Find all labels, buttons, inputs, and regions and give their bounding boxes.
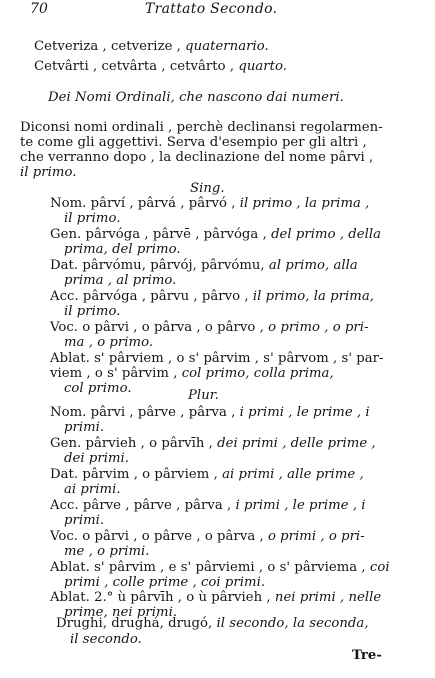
plural-row: [64, 420, 104, 435]
plural-row-translation: prime, nei primi.: [64, 605, 178, 620]
singular-row-forms: Acc. pârvóga , pârvu , pârvo ,: [50, 289, 253, 304]
singular-row-translation: il primo, la prima,: [252, 289, 374, 304]
singular-row-translation: ma , o primo.: [64, 335, 154, 350]
plural-row: [64, 575, 265, 590]
plural-row: [64, 451, 129, 466]
page-number: 70: [30, 1, 48, 17]
singular-row: [50, 258, 358, 273]
plural-row-forms: Ablat. s' pârvim , e s' pârviemi , o s' pârviema ,: [50, 560, 370, 575]
sing-label: Sing.: [190, 181, 225, 196]
para-line-2: te come gli aggettivi. Serva d'esempio per gli altri ,: [20, 135, 367, 150]
plural-row: [50, 590, 381, 605]
plural-row-translation: i primi , le prime , i: [239, 405, 370, 420]
plural-row-forms: Nom. pârvi , pârve , pârva ,: [50, 405, 240, 420]
closing-line-1: [56, 616, 369, 631]
singular-row-forms: Nom. pârví , pârvá , pârvó ,: [50, 196, 240, 211]
intro-line-2-italic: quarto.: [238, 59, 287, 74]
plural-row-translation: ai primi , alle prime ,: [222, 467, 364, 482]
plural-row-translation: dei primi.: [64, 451, 130, 466]
singular-row-translation: prima , al primo.: [64, 273, 177, 288]
singular-row: [50, 320, 369, 335]
singular-row: [64, 211, 120, 226]
plural-row-translation: ai primi.: [64, 482, 121, 497]
plural-row-translation: me , o primi.: [64, 544, 150, 559]
plural-row-forms: Gen. pârvieh , o pârvīh ,: [50, 436, 218, 451]
catchword: Tre-: [352, 648, 382, 663]
singular-row-forms: Dat. pârvómu, pârvój, pârvómu,: [50, 258, 269, 273]
singular-row: [64, 273, 176, 288]
intro-line-1-plain: Cetveriza , cetverize ,: [34, 39, 186, 54]
singular-row-forms: viem , o s' pârvim ,: [50, 366, 182, 381]
plural-row-translation: nei primi , nelle: [274, 590, 382, 605]
plur-label: Plur.: [188, 388, 219, 403]
plural-row-translation: i primi , le prime , i: [235, 498, 366, 513]
closing-line-2: [70, 632, 142, 647]
singular-row: [50, 289, 374, 304]
singular-row-forms: Voc. o pârvi , o pârva , o pârvo ,: [50, 320, 269, 335]
singular-row-translation: col primo.: [64, 381, 132, 396]
plural-row: [50, 436, 376, 451]
plural-row: [50, 405, 370, 420]
singular-row-forms: Gen. pârvóga , pârvē , pârvóga ,: [50, 227, 272, 242]
plural-row: [64, 513, 104, 528]
singular-row: [64, 335, 153, 350]
plural-row-translation: coi: [369, 560, 390, 575]
intro-line-1: [34, 39, 269, 54]
intro-line-2-plain: Cetvârti , cetvârta , cetvârto ,: [34, 59, 239, 74]
para-line-3: che verranno dopo , la declinazione del nome pârvi ,: [20, 150, 374, 165]
closing-line-2-italic: il secondo.: [70, 632, 142, 647]
plural-row-forms: Voc. o pârvi , o pârve , o pârva ,: [50, 529, 268, 544]
singular-row-translation: o primo , o pri-: [268, 320, 369, 335]
singular-row-translation: il primo , la prima ,: [239, 196, 370, 211]
singular-row-translation: il primo.: [64, 304, 121, 319]
plural-row: [64, 544, 150, 559]
plural-row: [50, 529, 365, 544]
closing-line-1-italic: il secondo, la seconda,: [216, 616, 369, 631]
singular-row-translation: prima, del primo.: [64, 242, 181, 257]
running-title: Trattato Secondo.: [145, 1, 278, 17]
singular-row: [50, 366, 334, 381]
plural-row-translation: o primi , o pri-: [267, 529, 365, 544]
para-line-1: Diconsi nomi ordinali , perchè declinansi regolarmen-: [20, 120, 383, 135]
plural-row-forms: Acc. pârve , pârve , pârva ,: [50, 498, 236, 513]
plural-row-translation: primi.: [64, 513, 105, 528]
section-heading: Dei Nomi Ordinali, che nascono dai numeri.: [48, 90, 344, 105]
singular-row-translation: al primo, alla: [268, 258, 358, 273]
singular-row: [50, 196, 369, 211]
intro-line-2: [34, 59, 287, 74]
singular-row: [64, 381, 132, 396]
singular-row-translation: col primo, colla prima,: [181, 366, 334, 381]
closing-line-1-plain: Drughi, drughá, drugó,: [56, 616, 217, 631]
singular-row: [50, 351, 384, 366]
intro-line-1-italic: quaternario.: [185, 39, 269, 54]
plural-row-forms: Ablat. 2.° ù pârvīh , o ù pârvieh ,: [50, 590, 275, 605]
singular-row-translation: del primo , della: [271, 227, 382, 242]
plural-row-translation: primi.: [64, 420, 105, 435]
plural-row-translation: primi , colle prime , coi primi.: [64, 575, 266, 590]
singular-row-translation: il primo.: [64, 211, 121, 226]
singular-row: [64, 304, 120, 319]
para-line-4: il primo.: [20, 165, 77, 180]
singular-row: [64, 242, 181, 257]
plural-row: [50, 560, 390, 575]
plural-row: [64, 482, 121, 497]
plural-row-forms: Dat. pârvim , o pârviem ,: [50, 467, 223, 482]
plural-row-translation: dei primi , delle prime ,: [217, 436, 376, 451]
plural-row: [50, 467, 364, 482]
singular-row: [50, 227, 381, 242]
plural-row: [50, 498, 366, 513]
singular-row-forms: Ablat. s' pârviem , o s' pârvim , s' pârvom , s' par-: [50, 351, 384, 366]
